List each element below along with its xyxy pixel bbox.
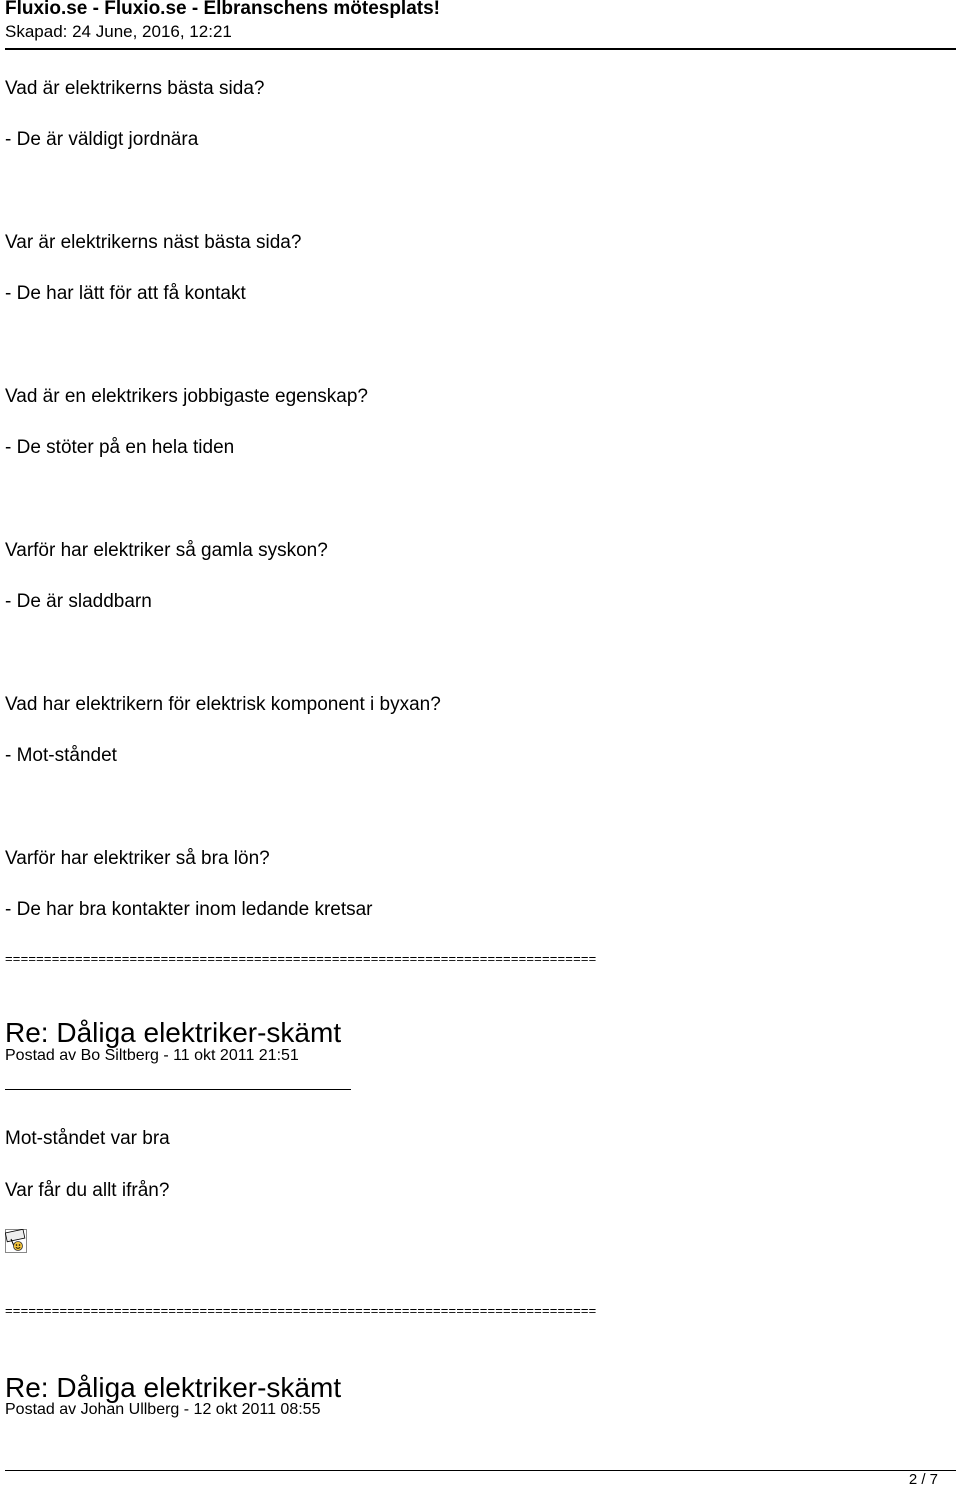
joke-question: Varför har elektriker så bra lön? [5, 848, 270, 869]
post-separator: ============================================================================ [5, 1303, 597, 1318]
post-body-line: Mot-ståndet var bra [5, 1128, 170, 1149]
header-divider [5, 48, 956, 50]
joke-question: Vad har elektrikern för elektrisk komponent i byxan? [5, 694, 441, 715]
footer-divider [5, 1470, 956, 1471]
post-separator: ============================================================================ [5, 951, 597, 966]
post-body-line: Var får du allt ifrån? [5, 1180, 170, 1201]
joke-answer: - De är väldigt jordnära [5, 129, 199, 150]
joke-question: Var är elektrikerns näst bästa sida? [5, 232, 302, 253]
joke-answer: - De stöter på en hela tiden [5, 437, 235, 458]
post-title[interactable]: Re: Dåliga elektriker-skämt [5, 1372, 342, 1403]
joke-answer: - De är sladdbarn [5, 591, 152, 612]
joke-question: Vad är en elektrikers jobbigaste egenskap? [5, 386, 368, 407]
lol-smiley-icon [5, 1229, 27, 1253]
post-meta: Postad av Bo Siltberg - 11 okt 2011 21:51 [5, 1047, 299, 1064]
post-meta: Postad av Johan Ullberg - 12 okt 2011 08:55 [5, 1401, 321, 1418]
joke-question: Vad är elektrikerns bästa sida? [5, 78, 265, 99]
joke-answer: - Mot-ståndet [5, 745, 117, 766]
post-divider [5, 1089, 351, 1090]
site-title: Fluxio.se - Fluxio.se - Elbranschens mötesplats! [5, 0, 440, 19]
joke-question: Varför har elektriker så gamla syskon? [5, 540, 328, 561]
created-date: Skapad: 24 June, 2016, 12:21 [5, 22, 232, 41]
joke-answer: - De har bra kontakter inom ledande kretsar [5, 899, 373, 920]
page-number: 2 / 7 [908, 1471, 938, 1488]
joke-answer: - De har lätt för att få kontakt [5, 283, 246, 304]
post-title[interactable]: Re: Dåliga elektriker-skämt [5, 1017, 342, 1048]
